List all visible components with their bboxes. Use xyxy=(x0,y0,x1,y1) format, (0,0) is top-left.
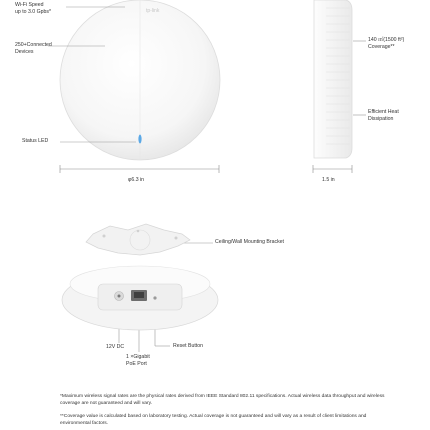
poe-port-label: 1 ×Gigabit PoE Port xyxy=(126,354,150,367)
diameter-dimension: φ6.3 in xyxy=(128,177,145,183)
heat-dissipation-label: Efficient Heat Dissipation xyxy=(368,109,399,122)
dc-port-label: 12V DC xyxy=(106,344,125,350)
thickness-dimension: 1.5 in xyxy=(322,177,335,183)
mounting-bracket xyxy=(86,224,190,255)
access-point-bottom-view xyxy=(62,266,218,330)
reset-pinhole xyxy=(153,296,156,299)
status-led-light xyxy=(138,135,141,144)
mounting-bracket-label: Ceiling/Wall Mounting Bracket xyxy=(215,239,285,245)
coverage-footnote: **Coverage value is calculated based on laboratory testing. Actual coverage is not guaranteed and will vary as a result of client limitations and environmental factors. xyxy=(60,414,367,427)
coverage-label: 140 ㎡(1500 ft²) Coverage** xyxy=(368,37,405,50)
svg-text:tp-link: tp-link xyxy=(146,8,160,14)
access-point-side-view xyxy=(314,0,352,158)
connected-devices-label: 250+Connected Devices xyxy=(15,42,52,55)
access-point-top-view xyxy=(60,0,220,160)
wifi-speed-label: Wi-Fi Speed up to 3.0 Gpbs* xyxy=(15,2,52,15)
reset-button-label: Reset Button xyxy=(173,343,203,349)
status-led-label: Status LED xyxy=(22,138,49,144)
speed-footnote: *Maximum wireless signal rates are the physical rates derived from IEEE Standard 802.11 specifications. Actual wireless data throughput and wireless coverage are not guaranteed and will vary. xyxy=(60,394,385,407)
dimension-lines xyxy=(60,165,352,173)
